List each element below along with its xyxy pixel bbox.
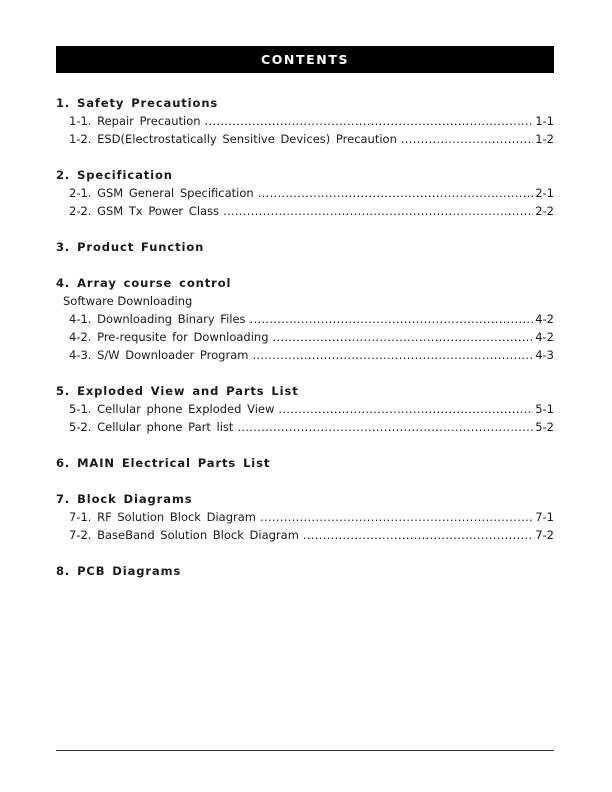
entry-label: 1-1. Repair Precaution: [69, 114, 201, 128]
entry-page: 5-2: [535, 420, 554, 434]
entry-label: 4-1. Downloading Binary Files: [69, 312, 246, 326]
section-title[interactable]: 3. Product Function: [56, 240, 205, 254]
toc-section-1: [56, 94, 554, 148]
toc-section-8: [56, 562, 554, 580]
entry-page: 1-1: [535, 114, 554, 128]
entry-label: 4-2. Pre-requsite for Downloading: [69, 330, 269, 344]
entry-page: 2-2: [535, 204, 554, 218]
toc-entry-4-2[interactable]: [56, 328, 554, 346]
dot-leader: [273, 328, 534, 346]
toc-section-3: [56, 238, 554, 256]
dot-leader: [252, 346, 533, 364]
entry-page: 7-2: [535, 528, 554, 542]
entry-page: 4-3: [535, 348, 554, 362]
toc-entry-2-2[interactable]: [56, 202, 554, 220]
toc-section-6: [56, 454, 554, 472]
section-title[interactable]: 8. PCB Diagrams: [56, 564, 182, 578]
entry-page: 5-1: [535, 402, 554, 416]
dot-leader: [278, 400, 533, 418]
dot-leader: [223, 202, 533, 220]
section-title[interactable]: 7. Block Diagrams: [56, 492, 193, 506]
toc-section-7: [56, 490, 554, 544]
entry-page: 7-1: [535, 510, 554, 524]
dot-leader: [260, 508, 533, 526]
toc-section-5: [56, 382, 554, 436]
toc-section-2: [56, 166, 554, 220]
entry-label: 1-2. ESD(Electrostatically Sensitive Devices) Precaution: [69, 132, 397, 146]
dot-leader: [258, 184, 534, 202]
footer-divider: [56, 750, 554, 751]
toc-section-4: [56, 274, 554, 364]
entry-label: 2-1. GSM General Specification: [69, 186, 254, 200]
entry-page: 2-1: [535, 186, 554, 200]
entry-label: 7-2. BaseBand Solution Block Diagram: [69, 528, 299, 542]
section-subheading: Software Downloading: [63, 294, 193, 308]
toc-entry-4-3[interactable]: [56, 346, 554, 364]
dot-leader: [303, 526, 533, 544]
entry-label: 5-1. Cellular phone Exploded View: [69, 402, 275, 416]
contents-title: CONTENTS: [260, 52, 350, 67]
toc-entry-5-2[interactable]: [56, 418, 554, 436]
dot-leader: [237, 418, 533, 436]
entry-label: 7-1. RF Solution Block Diagram: [69, 510, 256, 524]
section-title[interactable]: 4. Array course control: [56, 276, 232, 290]
dot-leader: [401, 130, 533, 148]
dot-leader: [250, 310, 534, 328]
entry-label: 5-2. Cellular phone Part list: [69, 420, 234, 434]
entry-page: 1-2: [535, 132, 554, 146]
toc-entry-5-1[interactable]: [56, 400, 554, 418]
table-of-contents: [56, 94, 554, 598]
contents-header: [56, 46, 554, 73]
toc-entry-7-1[interactable]: [56, 508, 554, 526]
section-title[interactable]: 5. Exploded View and Parts List: [56, 384, 299, 398]
toc-entry-2-1[interactable]: [56, 184, 554, 202]
toc-entry-1-2[interactable]: [56, 130, 554, 148]
dot-leader: [205, 112, 534, 130]
entry-label: 4-3. S/W Downloader Program: [69, 348, 249, 362]
toc-entry-7-2[interactable]: [56, 526, 554, 544]
toc-entry-4-1[interactable]: [56, 310, 554, 328]
entry-page: 4-2: [535, 330, 554, 344]
entry-label: 2-2. GSM Tx Power Class: [69, 204, 220, 218]
section-title[interactable]: 2. Specification: [56, 168, 173, 182]
entry-page: 4-2: [535, 312, 554, 326]
toc-entry-1-1[interactable]: [56, 112, 554, 130]
section-title[interactable]: 6. MAIN Electrical Parts List: [56, 456, 271, 470]
section-title[interactable]: 1. Safety Precautions: [56, 96, 219, 110]
